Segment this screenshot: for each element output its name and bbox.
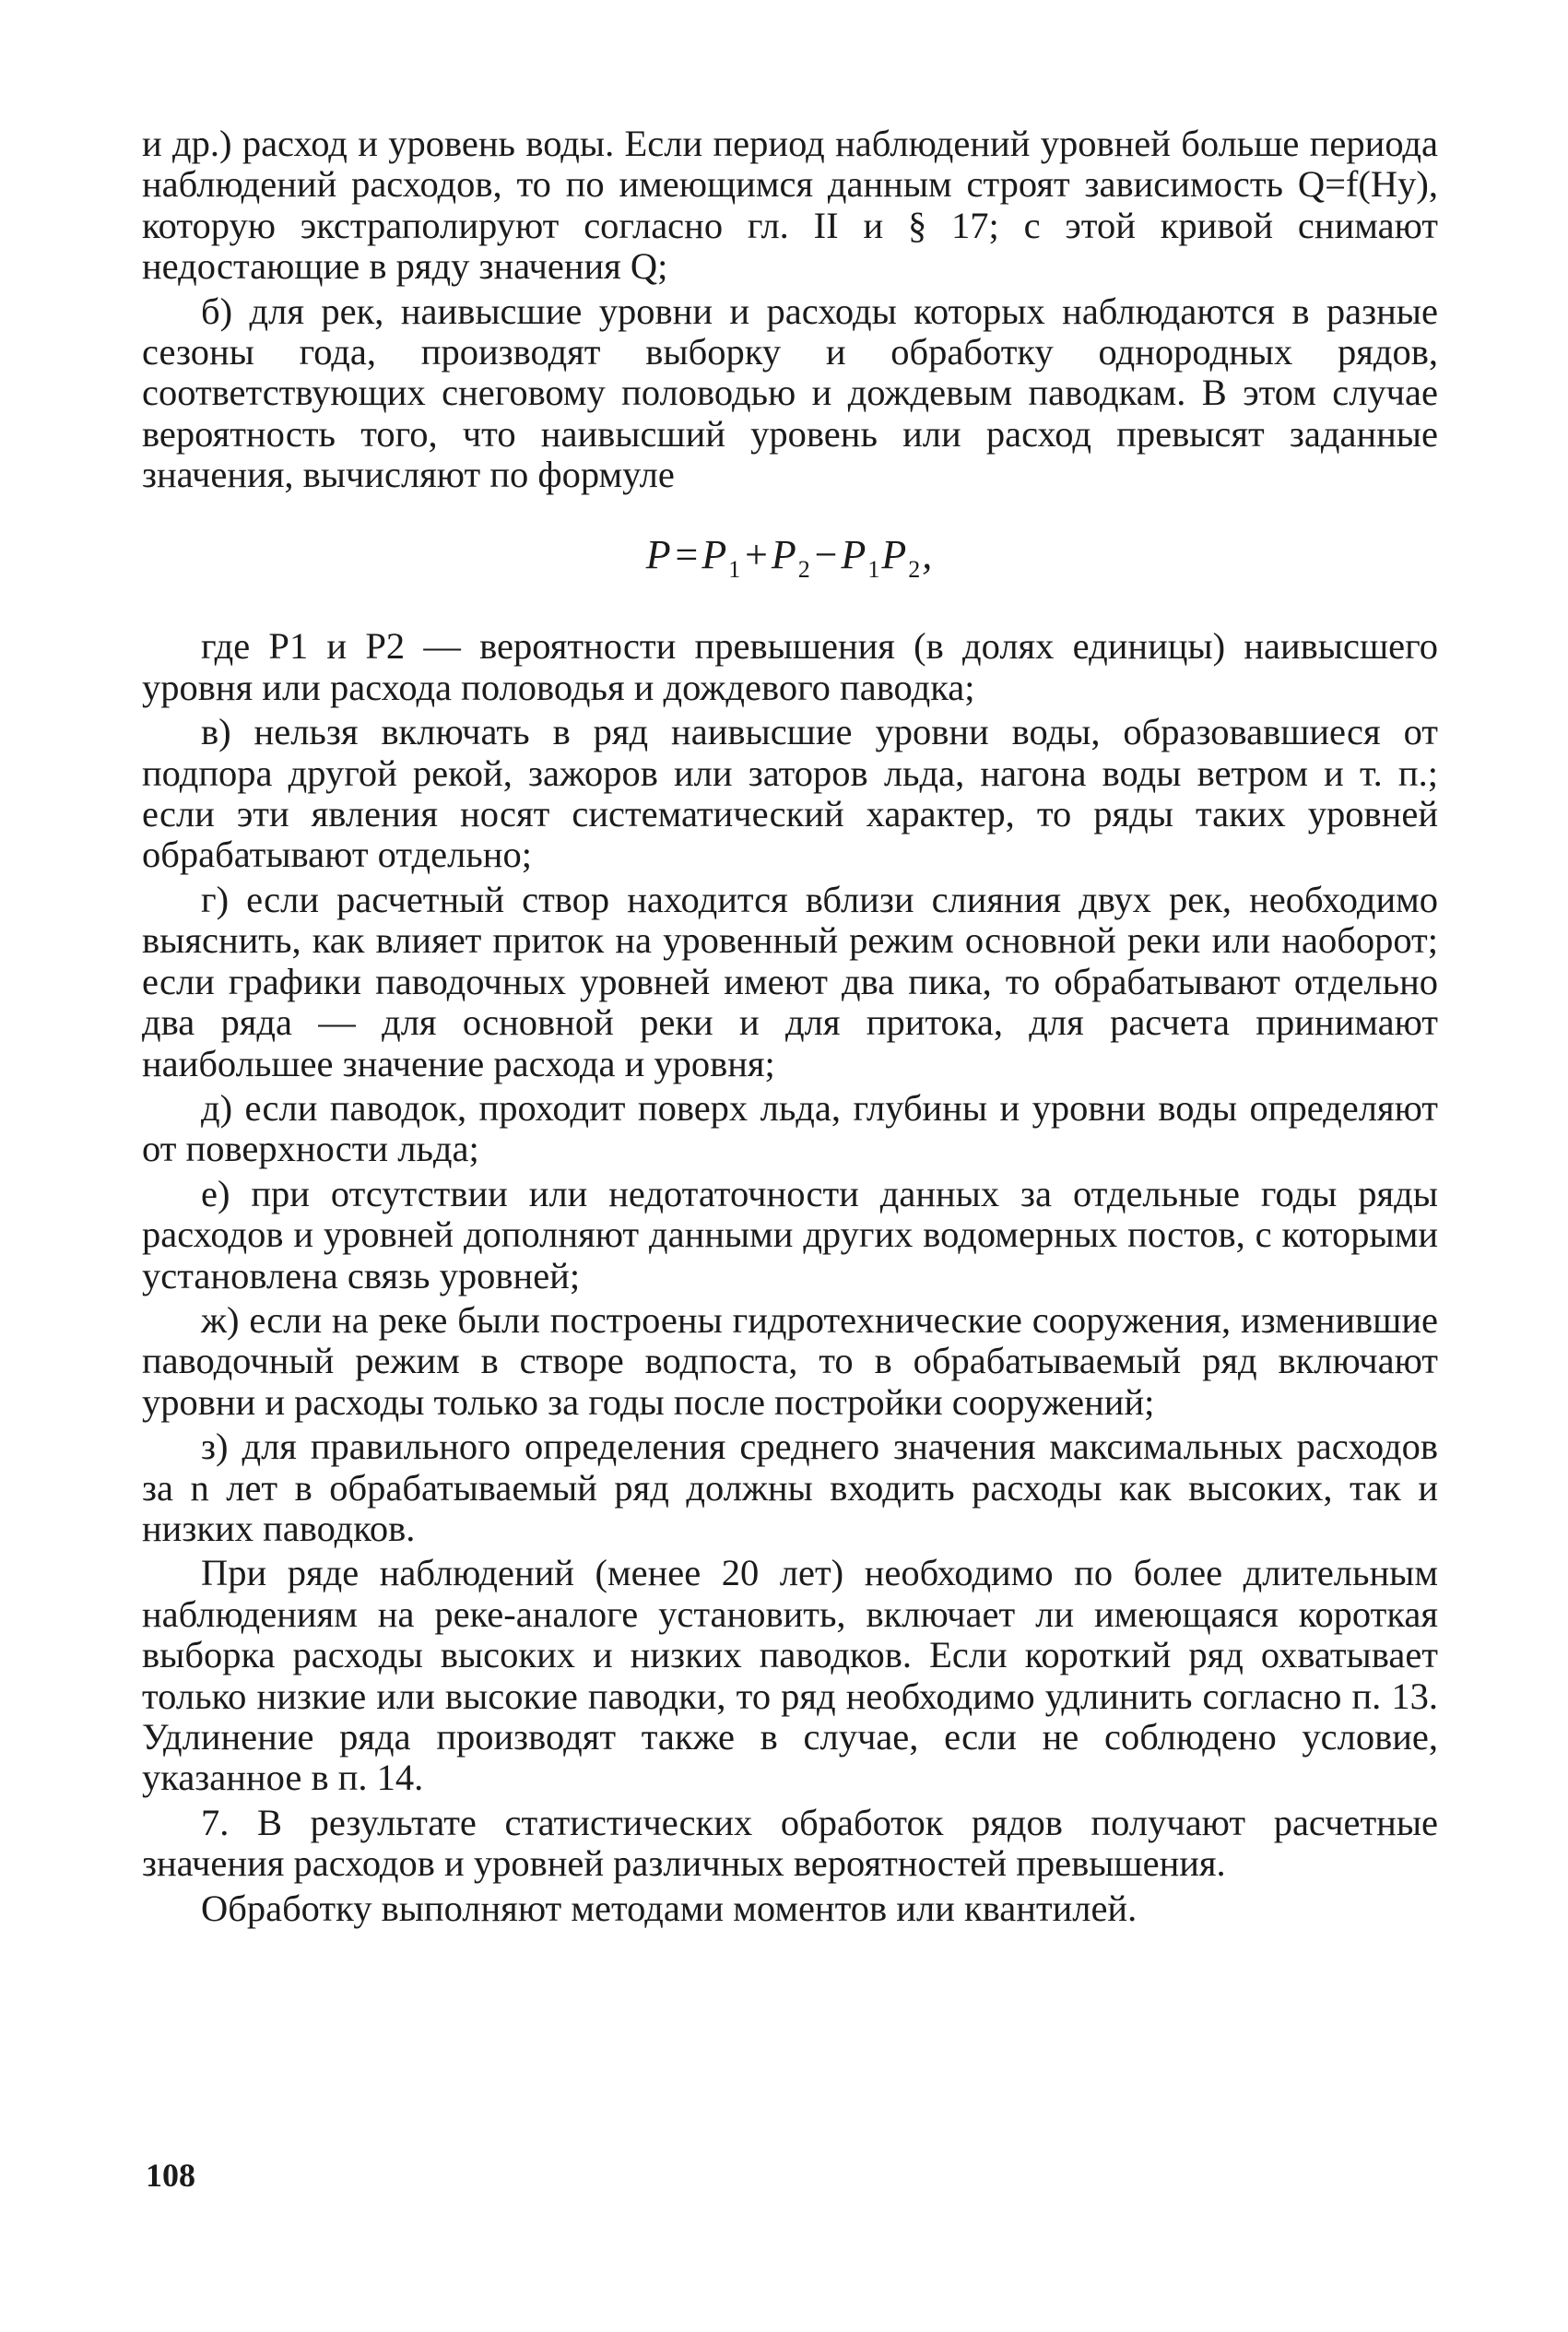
probability-formula: $P=P_1+P_2-P_1P_2$, <box>645 531 935 583</box>
paragraph-item-b: б) для рек, наивысшие уровни и расходы которых наблюдаются в разные сезоны года, производят выборку и обработку однородных рядов, соответствующих снеговому половодью и дождевым паводкам. В этом случае вероятность того, что наивысший уровень или расход превысят заданные значения, вычисляют по формуле <box>142 290 1438 496</box>
paragraph-item-z: з) для правильного определения среднего значения максимальных расходов за n лет в обрабатываемый ряд должны входить расходы как высоких, так и низких паводков. <box>142 1426 1438 1549</box>
body-text <box>142 124 1438 1933</box>
paragraph-item-e: е) при отсутствии или недотаточности данных за отдельные годы ряды расходов и уровней дополняют данными других водомерных постов, с которыми установлена связь уровней; <box>142 1172 1438 1296</box>
paragraph-item-zh: ж) если на реке были построены гидротехнические сооружения, изменившие паводочный режим в створе водпоста, то в обрабатываемый ряд включают уровни и расходы только за годы после постройки сооружений; <box>142 1298 1438 1423</box>
paragraph-item-d: д) если паводок, проходит поверх льда, глубины и уровни воды определяют от поверхности льда; <box>142 1086 1438 1170</box>
paragraph-short-series: При ряде наблюдений (менее 20 лет) необходимо по более длительным наблюдениям на реке-аналоге установить, включает ли имеющаяся короткая выборка расходы высоких и низких паводков. Если короткий ряд охватывает только низкие или высокие паводки, то ряд необходимо удлинить согласно п. 13. Удлинение ряда производят также в случае, если не соблюдено условие, указанное в п. 14. <box>142 1552 1438 1799</box>
paragraph-item-v: в) нельзя включать в ряд наивысшие уровни воды, образовавшиеся от подпора другой рекой, зажоров или заторов льда, нагона воды ветром и т. п.; если эти явления носят систематический характер, то ряды таких уровней обрабатывают отдельно; <box>142 711 1438 876</box>
page-number: 108 <box>146 2157 195 2194</box>
paragraph-processing-methods: Обработку выполняют методами моментов или квантилей. <box>201 1887 1138 1929</box>
paragraph-intro: и др.) расход и уровень воды. Если период наблюдений уровней больше периода наблюдений расходов, то по имеющимся данным строят зависимость Q=f(Hу), которую экстраполируют согласно гл. II и § 17; с этой кривой снимают недостающие в ряду значения Q; <box>142 123 1438 288</box>
paragraph-item-g: г) если расчетный створ находится вблизи слияния двух рек, необходимо выяснить, как влияет приток на уровенный режим основной реки или наоборот; если графики паводочных уровней имеют два пика, то обрабатывают отдельно два ряда — для основной реки и для притока, для расчета принимают наибольшее значение расхода и уровня; <box>142 878 1438 1084</box>
paragraph-where: где P1 и P2 — вероятности превышения (в долях единицы) наивысшего уровня или расхода половодья и дождевого паводка; <box>142 625 1438 708</box>
paragraph-item-7: 7. В результате статистических обработок рядов получают расчетные значения расходов и уровней различных вероятностей превышения. <box>142 1801 1438 1885</box>
